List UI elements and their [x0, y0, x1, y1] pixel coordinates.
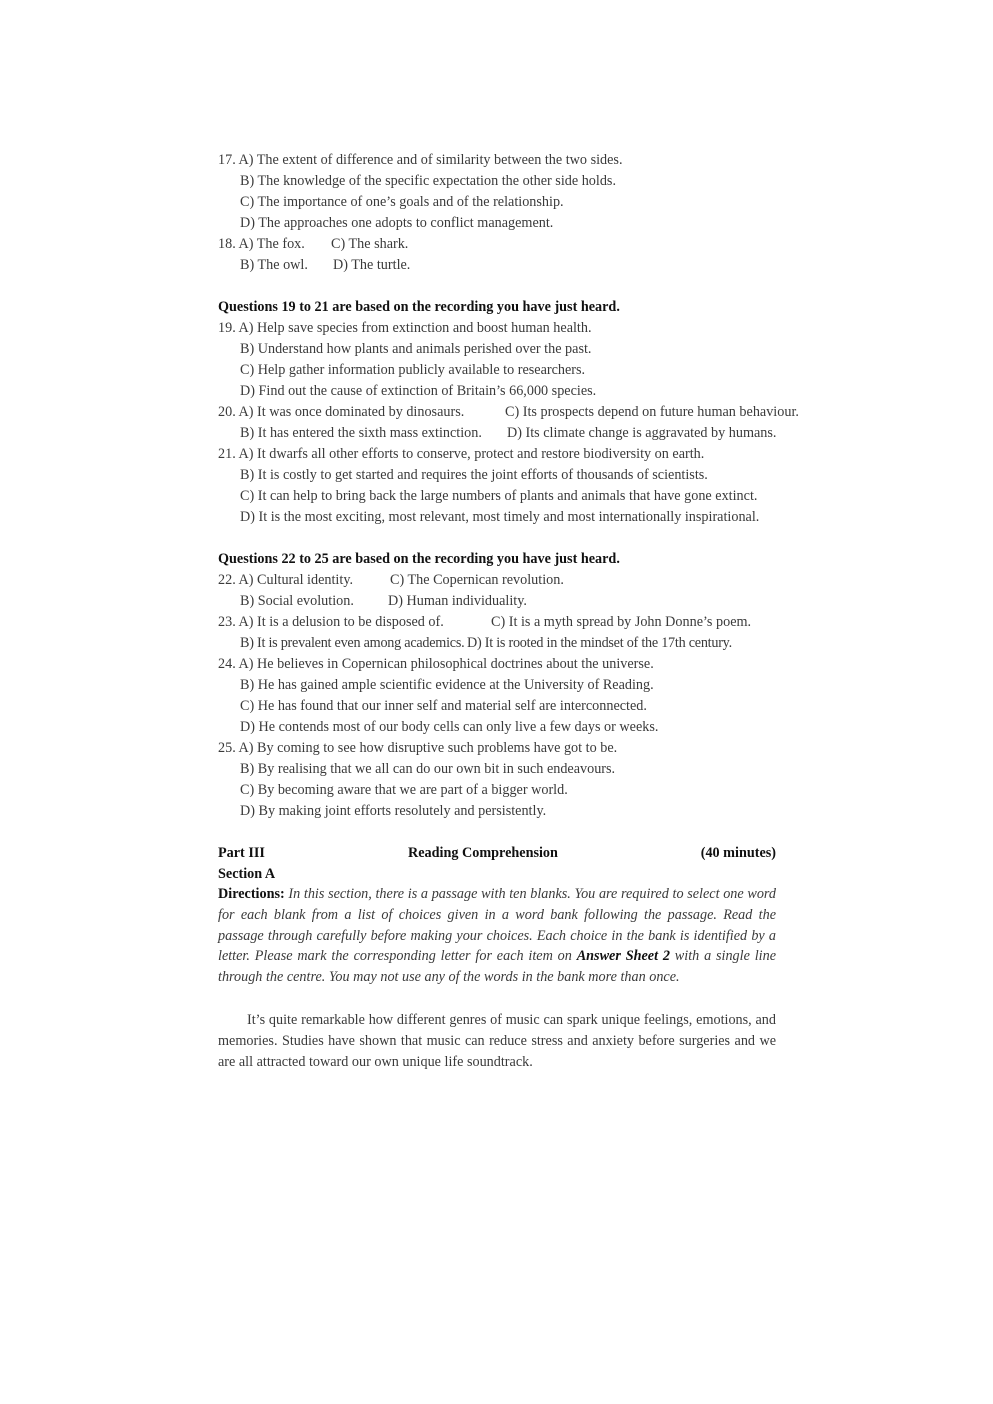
directions-label: Directions: [218, 886, 285, 902]
question-17-option-c: C) The importance of one’s goals and of the relationship. [240, 194, 564, 210]
question-25-option-a [218, 738, 617, 758]
option-text: A) It is a delusion to be disposed of. [238, 614, 444, 630]
question-23-option-a [218, 612, 444, 632]
question-17-option-a [218, 150, 623, 170]
option-text: A) By coming to see how disruptive such problems have got to be. [238, 740, 618, 756]
group-heading-22-25: Questions 22 to 25 are based on the recording you have just heard. [218, 551, 620, 567]
question-17-option-b: B) The knowledge of the specific expectation the other side holds. [240, 173, 616, 189]
question-20-option-b: B) It has entered the sixth mass extinction. [240, 425, 482, 441]
question-18-option-c: C) The shark. [331, 236, 409, 252]
question-25-option-d: D) By making joint efforts resolutely and persistently. [240, 803, 547, 819]
question-20-option-a [218, 402, 464, 422]
question-22-option-d: D) Human individuality. [388, 593, 527, 609]
question-24-option-d: D) He contends most of our body cells can only live a few days or weeks. [240, 719, 659, 735]
group-heading-19-21: Questions 19 to 21 are based on the recording you have just heard. [218, 299, 620, 315]
question-24-option-c: C) He has found that our inner self and material self are interconnected. [240, 698, 647, 714]
question-number: 24. [218, 656, 236, 672]
question-21-option-b: B) It is costly to get started and requires the joint efforts of thousands of scientists. [240, 467, 708, 483]
option-text: A) The extent of difference and of similarity between the two sides. [238, 152, 623, 168]
option-text: A) The fox. [238, 236, 305, 252]
question-24-option-a [218, 654, 654, 674]
question-number: 18. [218, 236, 236, 252]
question-number: 17. [218, 152, 236, 168]
question-22-option-c: C) The Copernican revolution. [390, 572, 564, 588]
question-number: 20. [218, 404, 236, 420]
option-text: A) It dwarfs all other efforts to conserve, protect and restore biodiversity on earth. [238, 446, 705, 462]
question-21-option-c: C) It can help to bring back the large numbers of plants and animals that have gone extinct. [240, 488, 758, 504]
question-20-option-c: C) Its prospects depend on future human behaviour. [505, 404, 799, 420]
question-number: 19. [218, 320, 236, 336]
question-21-option-d: D) It is the most exciting, most relevant, most timely and most internationally inspirational. [240, 509, 760, 525]
option-text: A) Cultural identity. [238, 572, 354, 588]
question-23-option-b: B) It is prevalent even among academics. [240, 635, 465, 651]
option-text: A) It was once dominated by dinosaurs. [238, 404, 465, 420]
question-19-option-a [218, 318, 592, 338]
question-21-option-a [218, 444, 704, 464]
question-number: 22. [218, 572, 236, 588]
part-time: (40 minutes) [700, 845, 776, 861]
question-number: 21. [218, 446, 236, 462]
question-20-option-d: D) Its climate change is aggravated by humans. [507, 425, 777, 441]
question-18-option-d: D) The turtle. [333, 257, 411, 273]
question-24-option-b: B) He has gained ample scientific evidence at the University of Reading. [240, 677, 654, 693]
question-number: 23. [218, 614, 236, 630]
question-23-option-c: C) It is a myth spread by John Donne’s poem. [491, 614, 752, 630]
answer-sheet-reference: Answer Sheet 2 [576, 948, 670, 965]
question-25-option-b: B) By realising that we all can do our own bit in such endeavours. [240, 761, 616, 777]
question-number: 25. [218, 740, 236, 756]
question-18-option-a [218, 234, 305, 254]
directions-text-end: with a single line through the centre. You may not use any of the words in the bank more than once. [218, 948, 776, 986]
question-22-option-a [218, 570, 353, 590]
question-22-option-b: B) Social evolution. [240, 593, 354, 609]
passage-paragraph: It’s quite remarkable how different genres of music can spark unique feelings, emotions, and memories. Studies have shown that music can reduce stress and anxiety before surgeries and we are all attracted toward our own unique life soundtrack. [218, 1012, 776, 1070]
directions-text: In this section, there is a passage with ten blanks. You are required to select one word for each blank from a list of choices given in a word bank following the passage. Read the passage through carefully before making your choices. Each choice in the bank is identified by a letter. Please mark the corresponding letter for each item on [218, 886, 776, 965]
part-title: Reading Comprehension [408, 845, 558, 861]
section-label: Section A [218, 866, 276, 882]
question-19-option-d: D) Find out the cause of extinction of Britain’s 66,000 species. [240, 383, 597, 399]
part-label: Part III [218, 845, 265, 861]
question-19-option-b: B) Understand how plants and animals perished over the past. [240, 341, 592, 357]
option-text: A) He believes in Copernican philosophical doctrines about the universe. [238, 656, 654, 672]
question-17-option-d: D) The approaches one adopts to conflict management. [240, 215, 554, 231]
option-text: A) Help save species from extinction and boost human health. [238, 320, 592, 336]
question-25-option-c: C) By becoming aware that we are part of a bigger world. [240, 782, 568, 798]
directions-paragraph [218, 884, 776, 988]
question-23-option-d: D) It is rooted in the mindset of the 17th century. [467, 635, 732, 651]
part-header [218, 843, 776, 863]
question-19-option-c: C) Help gather information publicly available to researchers. [240, 362, 586, 378]
question-18-option-b: B) The owl. [240, 257, 308, 273]
